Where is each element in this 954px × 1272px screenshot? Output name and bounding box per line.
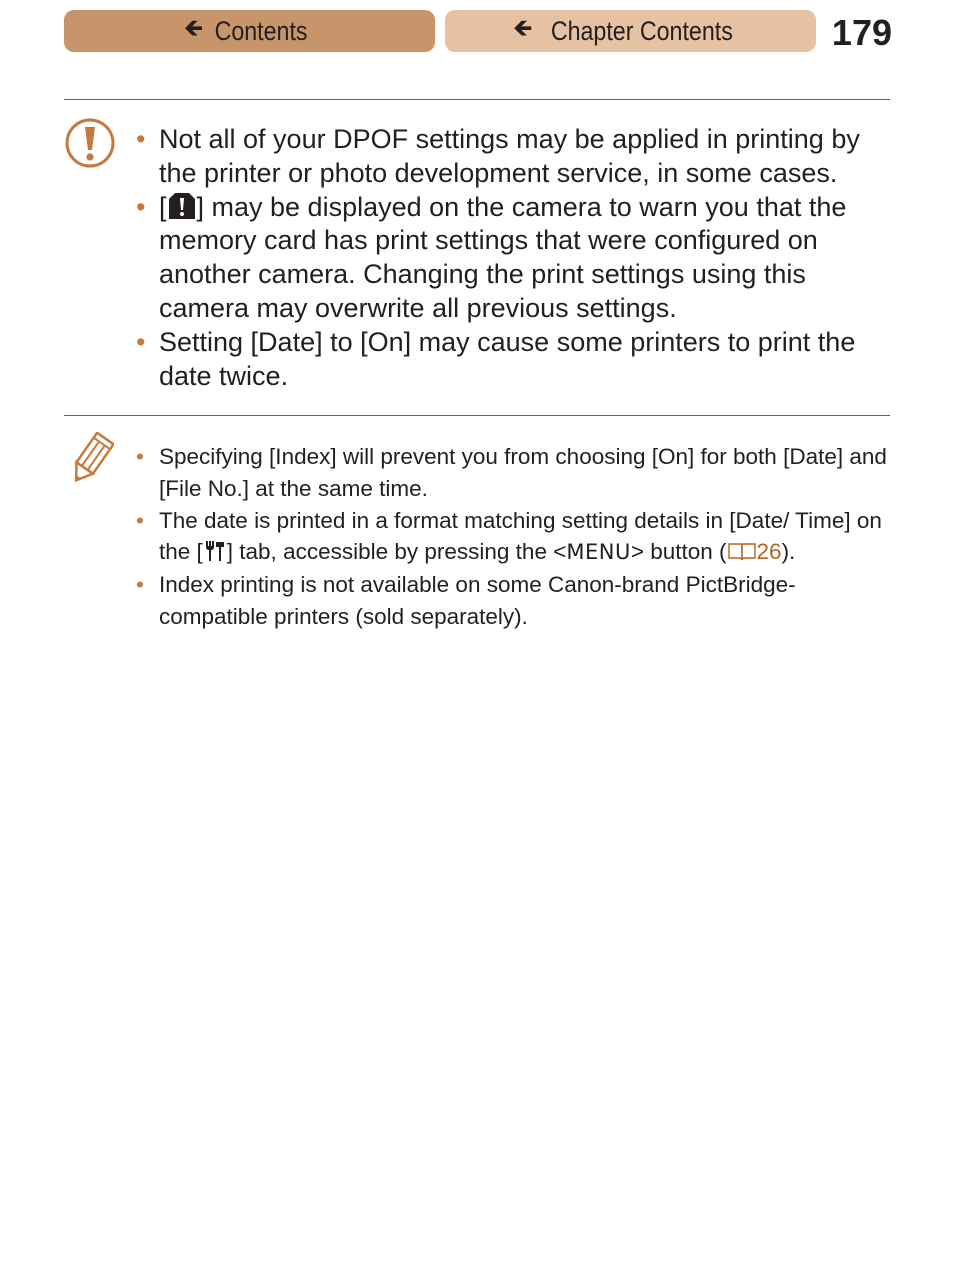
bullet: • — [136, 124, 146, 154]
contents-label: Contents — [214, 15, 308, 46]
list-item — [136, 505, 896, 570]
book-icon — [727, 544, 757, 562]
memo-text-1: Specifying [Index] will prevent you from choosing [On] for both [Date] and [File No.] at the same time. — [159, 444, 887, 501]
bullet: • — [136, 507, 144, 533]
arrow-left-icon: 🡸 — [183, 14, 204, 42]
bullet: • — [136, 572, 144, 598]
bullet: • — [136, 191, 146, 222]
list-item — [136, 326, 896, 394]
caution-text-2-prefix: [ — [159, 191, 167, 222]
memo-text-3: Index printing is not available on some Canon-brand PictBridge-compatible printers (sold separately). — [159, 572, 796, 629]
divider — [64, 415, 890, 416]
page-reference-link[interactable] — [727, 539, 782, 564]
bullet: • — [136, 326, 146, 357]
setup-tab-icon — [203, 544, 227, 563]
divider — [64, 99, 890, 100]
chapter-contents-button[interactable] — [445, 10, 816, 52]
memo-list — [136, 441, 896, 633]
list-item — [136, 441, 896, 505]
page-reference-number: 26 — [756, 539, 782, 565]
caution-text-2: ] may be displayed on the camera to warn you that the memory card has print settings that were configured on another camera. Changing the print settings using this camera may overwrite all previous settings. — [159, 191, 847, 323]
caution-list — [136, 123, 896, 393]
caution-text-3: Setting [Date] to [On] may cause some printers to print the date twice. — [159, 326, 856, 391]
bullet: • — [136, 444, 144, 469]
memo-text-2-after: > button ( — [630, 539, 727, 565]
caution-text-1: Not all of your DPOF settings may be applied in printing by the printer or photo development service, in some cases. — [159, 124, 860, 188]
list-item — [136, 191, 896, 326]
arrow-left-icon: 🡸 — [512, 14, 533, 42]
card-warning-icon — [167, 195, 197, 221]
memo-text-2-before: The date is printed in a format matching setting details in [Date/ Time] on the [ — [159, 507, 882, 565]
exclamation-circle-icon — [64, 117, 116, 174]
chapter-contents-label: Chapter Contents — [551, 15, 734, 46]
list-item — [136, 123, 896, 191]
contents-button[interactable] — [64, 10, 435, 52]
memo-text-2-middle: ] tab, accessible by pressing the < — [226, 539, 567, 565]
list-item — [136, 569, 896, 633]
menu-button-label: MENU — [566, 540, 631, 565]
memo-text-2-end: ). — [781, 539, 796, 565]
page-number: 179 — [831, 12, 892, 53]
pencil-icon — [68, 432, 114, 491]
